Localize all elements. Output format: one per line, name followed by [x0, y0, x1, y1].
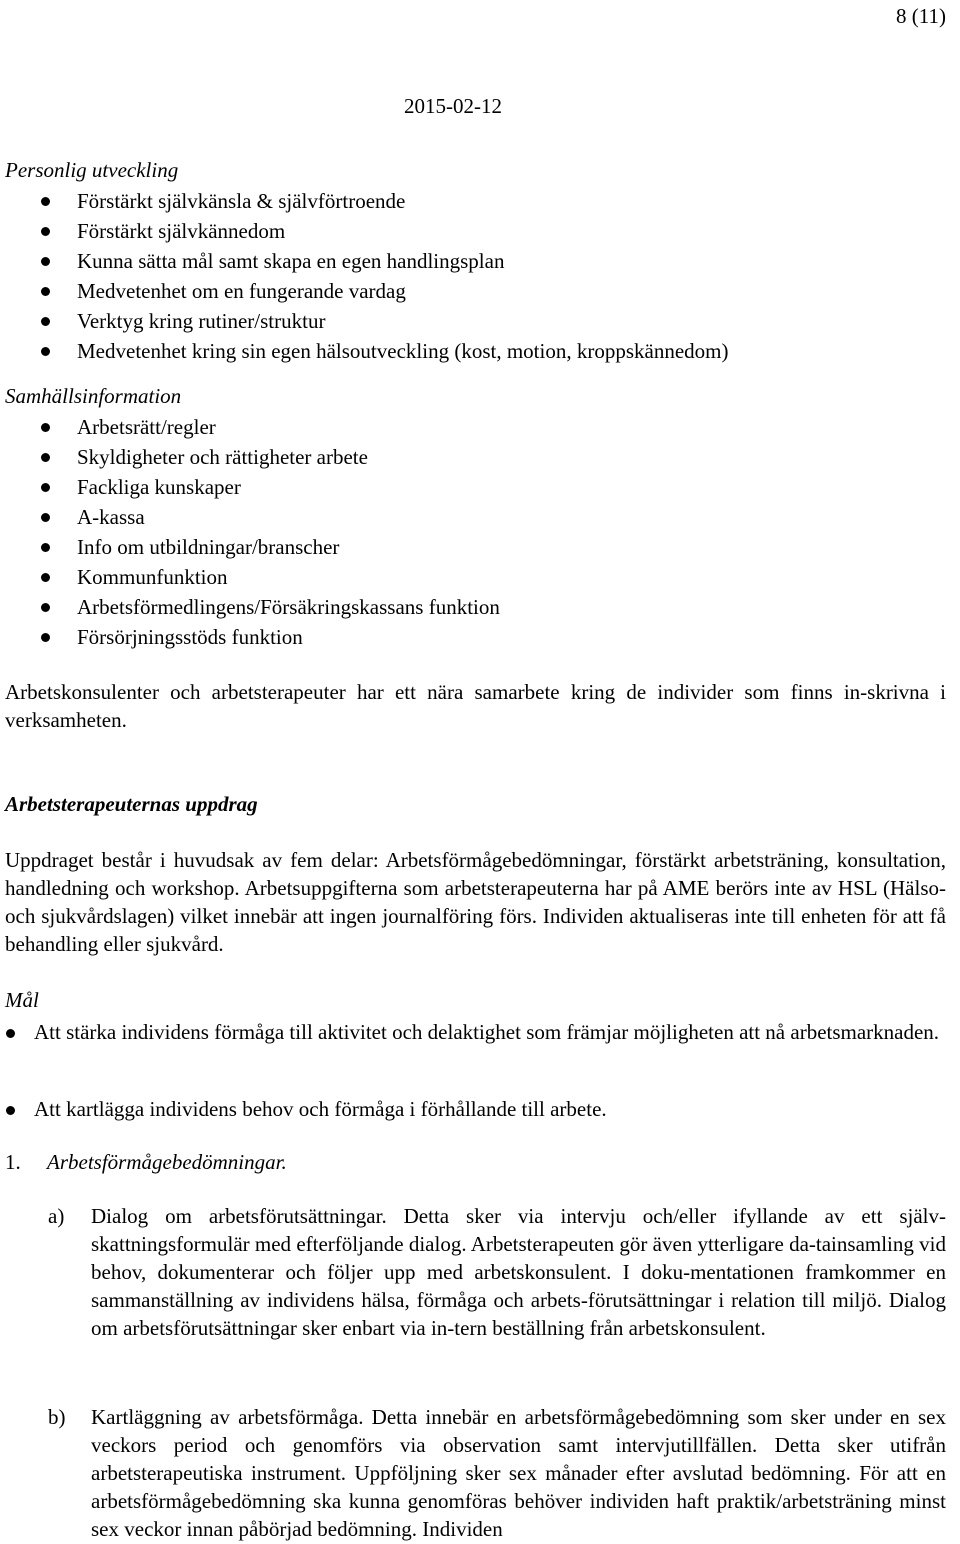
heading-goals: Mål [5, 988, 39, 1012]
bullet-icon [41, 347, 50, 356]
list-item: A-kassa [0, 502, 946, 532]
sub-item-text: Kartläggning av arbetsförmåga. Detta innebär en arbetsförmågebedömning som sker under en sex veckors period och genomförs via observation samt intervjutillfällen. Detta sker utifrån arbetsterapeutiska instrument. Uppföljning sker sex månader efter avslutad bedömning. För att en arbetsförmågebedömning ska kunna genomföras behöver individen haft praktik/arbetsträning minst sex veckor innan påbörjad bedömning. Individen [91, 1405, 946, 1541]
list-item: Försörjningsstöds funktion [0, 622, 946, 652]
bullet-icon [41, 227, 50, 236]
bullet-icon [41, 633, 50, 642]
list-item: Medvetenhet kring sin egen hälsoutveckling (kost, motion, kroppskännedom) [0, 336, 946, 366]
bullet-icon [6, 1106, 15, 1115]
bullet-icon [41, 573, 50, 582]
page-number: 8 (11) [896, 4, 946, 28]
assignment-paragraph: Uppdraget består i huvudsak av fem delar: Arbetsförmågebedömningar, förstärkt arbetsträning, konsultation, handledning och workshop. Arbetsuppgifterna som arbetsterapeuterna har på AME berörs inte av HSL (Hälso- och sjukvårdslagen) vilket innebär att ingen journalföring förs. Individen aktualiseras inte till enheten för att få behandling eller sjukvård. [5, 848, 946, 956]
sub-item-text: Dialog om arbetsförutsättningar. Detta sker via intervju och/eller ifyllande av ett själv-skattningsformulär med efterföljande dialog. Arbetsterapeuten gör även ytterligare da-tainsamling vid behov, dokumenterar och följer upp med arbetskonsulent. I doku-mentationen framkommer en sammanställning av individens hälsa, förmåga och arbets-förutsättningar i relation till miljö. Dialog om arbetsförutsättningar sker enbart via in-tern beställning från arbetskonsulent. [91, 1204, 946, 1340]
list-item: Kommunfunktion [0, 562, 946, 592]
list-item: Kunna sätta mål samt skapa en egen handlingsplan [0, 246, 946, 276]
list-item: Verktyg kring rutiner/struktur [0, 306, 946, 336]
sub-item-marker: b) [48, 1405, 66, 1429]
sub-item-b [0, 1403, 946, 1543]
list-item: Arbetsförmedlingens/Försäkringskassans funktion [0, 592, 946, 622]
heading-assignment: Arbetsterapeuternas uppdrag [5, 792, 258, 816]
list-item: Medvetenhet om en fungerande vardag [0, 276, 946, 306]
bullet-icon [41, 317, 50, 326]
bullet-icon [41, 483, 50, 492]
list-item: Info om utbildningar/branscher [0, 532, 946, 562]
bullet-icon [41, 197, 50, 206]
bullet-icon [41, 287, 50, 296]
goal-item: Att kartlägga individens behov och förmåga i förhållande till arbete. [0, 1095, 946, 1123]
sub-item-a [0, 1202, 946, 1342]
section-one-heading [5, 1150, 287, 1175]
document-date: 2015-02-12 [404, 94, 502, 118]
heading-personal-development: Personlig utveckling [5, 158, 179, 182]
goal-item: Att stärka individens förmåga till aktivitet och delaktighet som främjar möjligheten att nå arbetsmarknaden. [0, 1018, 946, 1046]
list-item: Förstärkt självkänsla & självförtroende [0, 186, 946, 216]
heading-society-info: Samhällsinformation [5, 384, 182, 408]
bullet-icon [41, 257, 50, 266]
section-title: Arbetsförmågebedömningar. [47, 1150, 287, 1174]
list-item: Skyldigheter och rättigheter arbete [0, 442, 946, 472]
list-item: Fackliga kunskaper [0, 472, 946, 502]
sub-item-marker: a) [48, 1204, 65, 1228]
list-item: Arbetsrätt/regler [0, 412, 946, 442]
society-info-list [0, 412, 946, 652]
bullet-icon [41, 453, 50, 462]
bullet-icon [41, 423, 50, 432]
bullet-icon [41, 603, 50, 612]
personal-development-list [0, 186, 946, 366]
bullet-icon [6, 1029, 15, 1038]
list-item: Förstärkt självkännedom [0, 216, 946, 246]
section-number: 1. [5, 1150, 21, 1174]
collaboration-paragraph: Arbetskonsulenter och arbetsterapeuter har ett nära samarbete kring de individer som finns in-skrivna i verksamheten. [5, 680, 946, 732]
bullet-icon [41, 513, 50, 522]
bullet-icon [41, 543, 50, 552]
